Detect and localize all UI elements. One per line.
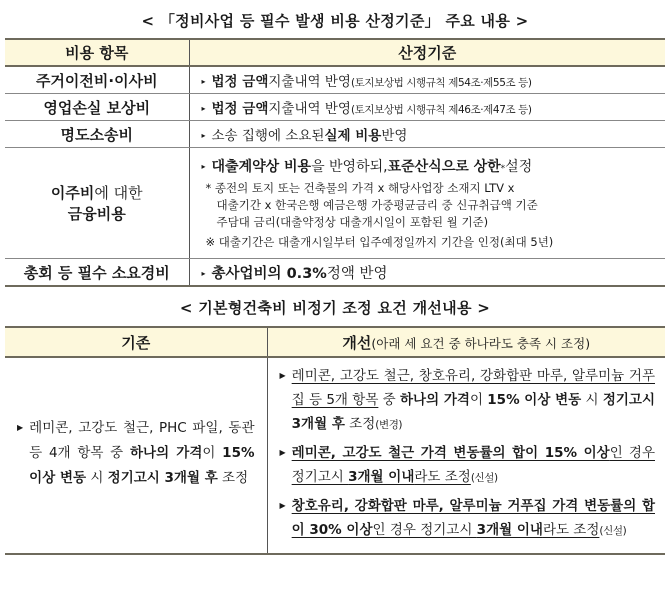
list-item xyxy=(280,364,656,437)
row-criteria xyxy=(189,148,665,259)
footnote-line: * 종전의 토지 또는 건축물의 가격 x 해당사업장 소재지 LTV x xyxy=(205,180,515,195)
text: 지출내역 반영 xyxy=(268,74,351,90)
bold-text: 정기고시 3개월 후 xyxy=(291,392,656,432)
table-header-row xyxy=(5,39,665,66)
bold-text: 15% 이상 변동 xyxy=(487,392,582,408)
reference-text: (토지보상법 시행규칙 제54조·제55조 등) xyxy=(350,77,532,89)
header-cost-item: 비용 항목 xyxy=(5,39,189,66)
cost-standard-table xyxy=(5,38,665,287)
text: 조정 xyxy=(217,470,249,486)
row-label: 명도소송비 xyxy=(5,121,189,148)
text: 시 xyxy=(86,470,108,486)
bold-text: 법정 금액 xyxy=(211,101,269,117)
row-criteria xyxy=(189,66,665,94)
improved-criteria xyxy=(267,357,665,554)
row-label xyxy=(5,148,189,259)
list-item xyxy=(280,494,656,543)
bold-text: 법정 금액 xyxy=(211,74,269,90)
row-label: 총회 등 필수 소요경비 xyxy=(5,259,189,287)
footnote-line: 주담대 금리(대출약정상 대출개시일이 포함된 월 기준) xyxy=(216,214,489,229)
bold-text: 하나의 가격 xyxy=(400,392,470,408)
footnote-mark: * xyxy=(500,163,506,174)
text: 설정 xyxy=(505,158,533,175)
existing-criteria xyxy=(5,357,267,554)
bold-text: 총사업비의 0.3% xyxy=(211,265,327,282)
text: 이 xyxy=(202,445,223,461)
text: 조정 xyxy=(344,416,376,432)
bullet-icon: ▸ xyxy=(201,104,206,113)
cost-standard-title: < 「정비사업 등 필수 발생 비용 산정기준」 주요 내용 > xyxy=(141,12,529,30)
list-item xyxy=(280,441,656,490)
label-normal: 에 대한 xyxy=(94,184,143,202)
underlined-text: 인 경우 정기고시 xyxy=(372,522,477,538)
text: 소송 집행에 소요된 xyxy=(211,128,325,144)
bold-underlined-text: 3개월 이내 xyxy=(476,522,543,538)
bullet-icon: ▸ xyxy=(201,161,206,171)
bullet-icon: ▶ xyxy=(279,501,286,510)
header-existing: 기존 xyxy=(5,327,267,357)
header-criteria: 산정기준 xyxy=(189,39,665,66)
status-tag: (신설) xyxy=(599,525,627,537)
row-criteria xyxy=(189,94,665,121)
bullet-icon: ▸ xyxy=(201,268,206,278)
row-criteria xyxy=(189,121,665,148)
bullet-icon: ▶ xyxy=(279,371,286,380)
text: 지출내역 반영 xyxy=(268,101,351,117)
construction-cost-title: < 기본형건축비 비정기 조정 요건 개선내용 > xyxy=(179,299,491,317)
text: 레미콘, 고강도 철근, PHC 파일, 동관 등 4개 항목 중 xyxy=(29,420,255,461)
reference-note: ※ 대출기간은 대출개시일부터 입주예정일까지 기간을 인정(최대 5년) xyxy=(205,234,554,249)
bold-underlined-text: 3개월 이내 xyxy=(348,469,415,485)
bullet-icon: ▶ xyxy=(279,448,286,457)
text: 이 xyxy=(469,392,488,408)
bold-text: 15% 이상 변동 xyxy=(29,445,255,486)
row-criteria xyxy=(189,259,665,287)
bold-underlined-text: 레미콘, 고강도 철근 가격 변동률의 합이 15% 이상 xyxy=(291,445,610,461)
construction-cost-table xyxy=(5,326,665,555)
status-tag: (변경) xyxy=(375,419,403,431)
underlined-text: 인 경우 정기고시 xyxy=(291,445,655,485)
label-line2: 금융비용 xyxy=(67,205,126,223)
table-row xyxy=(5,94,665,121)
table-row xyxy=(5,357,665,554)
bold-text: 표준산식으로 상한 xyxy=(387,158,501,175)
table-row xyxy=(5,259,665,287)
bullet-icon: ▸ xyxy=(201,131,206,140)
status-tag: (신설) xyxy=(470,472,498,484)
table-row xyxy=(5,66,665,94)
bold-text: 실제 비용 xyxy=(324,128,382,144)
label-bold: 이주비 xyxy=(50,184,95,202)
bold-text: 하나의 가격 xyxy=(129,445,203,461)
footnote-line: 대출기간 x 한국은행 예금은행 가중평균금리 중 신규취급액 기준 xyxy=(216,197,538,212)
row-label: 주거이전비·이사비 xyxy=(5,66,189,94)
table-row xyxy=(5,121,665,148)
text: 중 xyxy=(378,392,401,408)
reference-text: (토지보상법 시행규칙 제46조·제47조 등) xyxy=(350,104,532,116)
table-header-row xyxy=(5,327,665,357)
header-bold: 개선 xyxy=(342,333,372,352)
bold-text: 정기고시 3개월 후 xyxy=(107,470,218,486)
text: 시 xyxy=(581,392,603,408)
bold-underlined-text: 창호유리, 강화합판 마루, 알루미늄 거푸집 가격 변동률의 합이 30% 이상 xyxy=(291,498,655,538)
text: 을 반영하되, xyxy=(311,158,388,175)
bullet-icon: ▸ xyxy=(201,77,206,86)
bullet-icon: ▶ xyxy=(17,423,24,432)
table-row xyxy=(5,148,665,259)
header-note: (아래 세 요건 중 하나라도 충족 시 조정) xyxy=(371,335,591,351)
header-improved xyxy=(267,327,665,357)
underlined-text: 라도 조정 xyxy=(414,469,471,485)
text: 정액 반영 xyxy=(326,265,388,282)
text: 반영 xyxy=(381,128,408,144)
underlined-text: 레미콘, 고강도 철근, 창호유리, 강화합판 마루, 알루미늄 거푸집 등 5개 항목 xyxy=(291,368,655,408)
underlined-text: 라도 조정 xyxy=(542,522,600,538)
bold-text: 대출계약상 비용 xyxy=(211,158,312,175)
list-item xyxy=(17,416,255,491)
row-label: 영업손실 보상비 xyxy=(5,94,189,121)
